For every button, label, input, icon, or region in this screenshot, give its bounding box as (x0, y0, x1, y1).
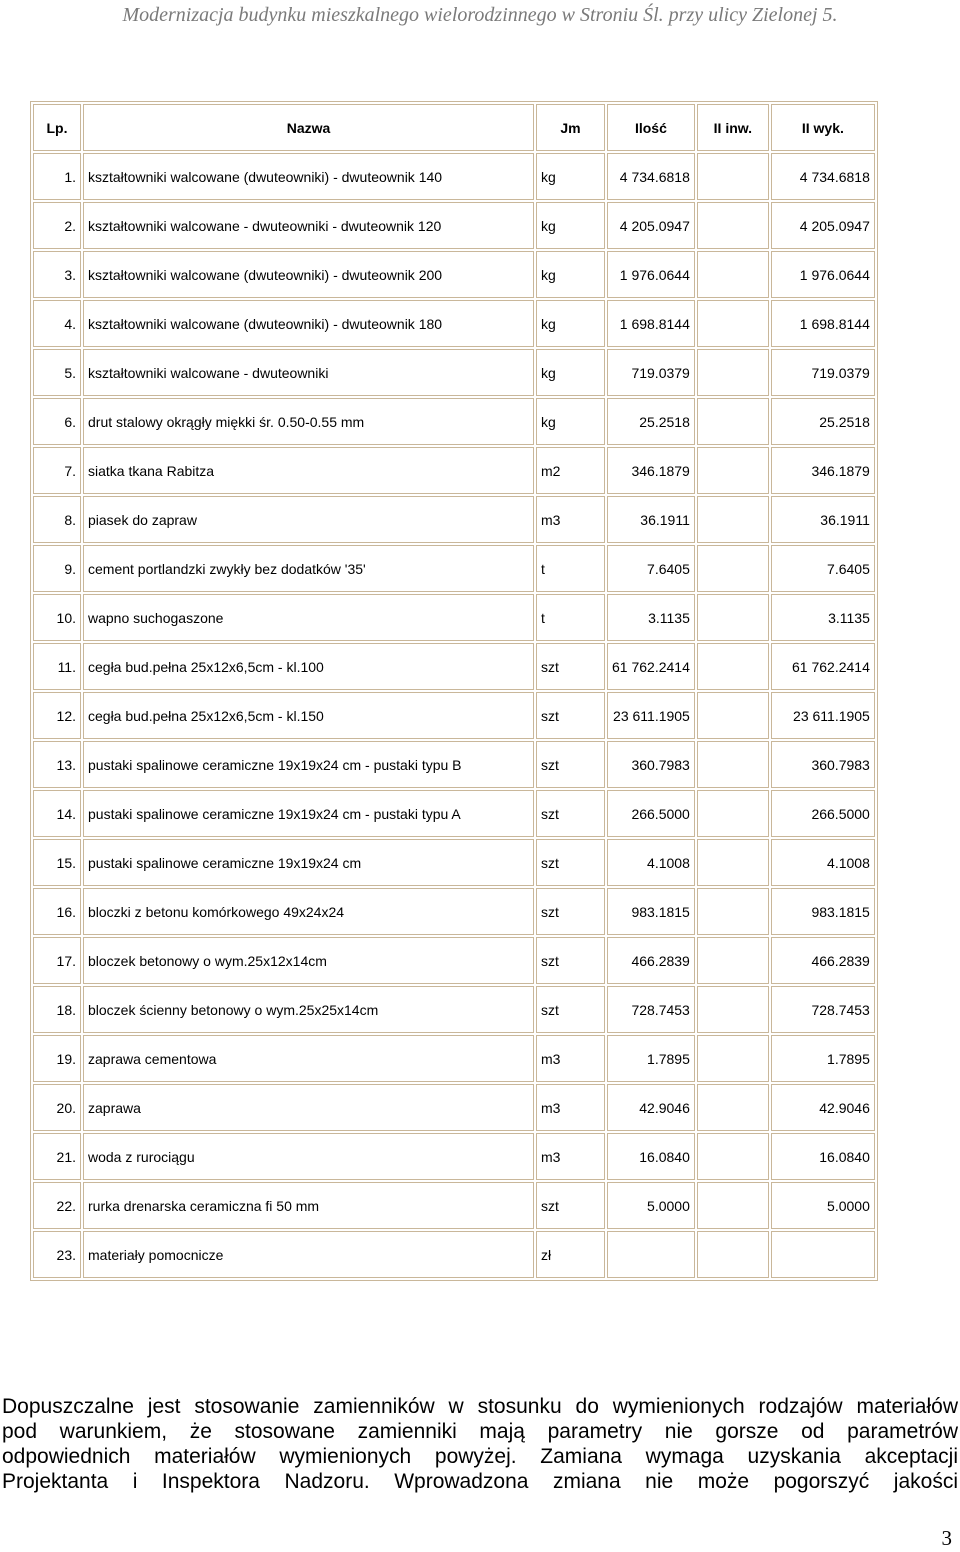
column-header-lp: Lp. (33, 104, 81, 151)
cell-ii-inw (697, 153, 769, 200)
cell-ii-wyk: 719.0379 (771, 349, 875, 396)
table-row (33, 349, 875, 396)
cell-lp: 19. (33, 1035, 81, 1082)
table-row (33, 1133, 875, 1180)
cell-name: piasek do zapraw (83, 496, 534, 543)
cell-ii-inw (697, 643, 769, 690)
cell-name: kształtowniki walcowane - dwuteowniki (83, 349, 534, 396)
cell-unit: szt (536, 741, 605, 788)
cell-lp: 14. (33, 790, 81, 837)
cell-unit: szt (536, 888, 605, 935)
cell-ii-wyk: 1 976.0644 (771, 251, 875, 298)
cell-unit: szt (536, 692, 605, 739)
cell-name: woda z rurociągu (83, 1133, 534, 1180)
cell-unit: kg (536, 202, 605, 249)
cell-unit: m3 (536, 1035, 605, 1082)
cell-quantity: 36.1911 (607, 496, 695, 543)
cell-quantity: 42.9046 (607, 1084, 695, 1131)
cell-ii-inw (697, 349, 769, 396)
cell-ii-wyk: 728.7453 (771, 986, 875, 1033)
table-row (33, 692, 875, 739)
table-row (33, 1084, 875, 1131)
table-row (33, 545, 875, 592)
cell-name: kształtowniki walcowane (dwuteowniki) - dwuteownik 180 (83, 300, 534, 347)
cell-ii-wyk: 4 734.6818 (771, 153, 875, 200)
table-row (33, 251, 875, 298)
cell-quantity: 4.1008 (607, 839, 695, 886)
cell-quantity: 4 205.0947 (607, 202, 695, 249)
cell-unit: zł (536, 1231, 605, 1278)
cell-quantity: 719.0379 (607, 349, 695, 396)
cell-ii-wyk: 42.9046 (771, 1084, 875, 1131)
cell-ii-inw (697, 300, 769, 347)
cell-quantity: 23 611.1905 (607, 692, 695, 739)
cell-lp: 2. (33, 202, 81, 249)
cell-ii-inw (697, 1231, 769, 1278)
table-row (33, 594, 875, 641)
cell-lp: 17. (33, 937, 81, 984)
table-row (33, 398, 875, 445)
cell-quantity (607, 1231, 695, 1278)
cell-ii-wyk: 1 698.8144 (771, 300, 875, 347)
cell-quantity: 266.5000 (607, 790, 695, 837)
table-row (33, 153, 875, 200)
cell-quantity: 61 762.2414 (607, 643, 695, 690)
cell-unit: kg (536, 349, 605, 396)
cell-name: kształtowniki walcowane - dwuteowniki - dwuteownik 120 (83, 202, 534, 249)
cell-unit: kg (536, 398, 605, 445)
cell-ii-inw (697, 496, 769, 543)
table-row (33, 741, 875, 788)
cell-quantity: 4 734.6818 (607, 153, 695, 200)
cell-name: bloczek betonowy o wym.25x12x14cm (83, 937, 534, 984)
cell-unit: szt (536, 839, 605, 886)
table-row (33, 888, 875, 935)
cell-ii-inw (697, 1084, 769, 1131)
cell-lp: 7. (33, 447, 81, 494)
cell-unit: szt (536, 643, 605, 690)
table-row (33, 937, 875, 984)
cell-quantity: 983.1815 (607, 888, 695, 935)
cell-name: rurka drenarska ceramiczna fi 50 mm (83, 1182, 534, 1229)
cell-lp: 9. (33, 545, 81, 592)
cell-unit: m3 (536, 1084, 605, 1131)
cell-unit: t (536, 545, 605, 592)
table-row (33, 496, 875, 543)
note-line: Projektanta i Inspektora Nadzoru. Wprowadzona zmiana nie może pogorszyć jakości (2, 1470, 958, 1493)
cell-lp: 10. (33, 594, 81, 641)
table-row (33, 1035, 875, 1082)
column-header-ii-wyk: II wyk. (771, 104, 875, 151)
cell-ii-wyk: 36.1911 (771, 496, 875, 543)
cell-name: siatka tkana Rabitza (83, 447, 534, 494)
cell-quantity: 466.2839 (607, 937, 695, 984)
cell-name: kształtowniki walcowane (dwuteowniki) - dwuteownik 200 (83, 251, 534, 298)
column-header-quantity: Ilość (607, 104, 695, 151)
cell-ii-inw (697, 888, 769, 935)
cell-quantity: 360.7983 (607, 741, 695, 788)
cell-ii-wyk: 16.0840 (771, 1133, 875, 1180)
cell-unit: szt (536, 790, 605, 837)
cell-quantity: 25.2518 (607, 398, 695, 445)
cell-ii-wyk: 4 205.0947 (771, 202, 875, 249)
cell-lp: 22. (33, 1182, 81, 1229)
cell-unit: szt (536, 986, 605, 1033)
cell-lp: 18. (33, 986, 81, 1033)
cell-name: zaprawa cementowa (83, 1035, 534, 1082)
cell-name: zaprawa (83, 1084, 534, 1131)
cell-unit: kg (536, 153, 605, 200)
cell-name: pustaki spalinowe ceramiczne 19x19x24 cm (83, 839, 534, 886)
note-line: Dopuszczalne jest stosowanie zamienników w stosunku do wymienionych rodzajów materiałów (2, 1395, 958, 1418)
cell-ii-wyk: 23 611.1905 (771, 692, 875, 739)
cell-quantity: 728.7453 (607, 986, 695, 1033)
table-header-row (33, 104, 875, 151)
cell-ii-wyk: 7.6405 (771, 545, 875, 592)
cell-ii-inw (697, 1133, 769, 1180)
page-header: Modernizacja budynku mieszkalnego wielorodzinnego w Stroniu Śl. przy ulicy Zielonej 5. (122, 4, 838, 26)
table-row (33, 300, 875, 347)
cell-name: cegła bud.pełna 25x12x6,5cm - kl.150 (83, 692, 534, 739)
cell-name: bloczek ścienny betonowy o wym.25x25x14cm (83, 986, 534, 1033)
table-row (33, 1231, 875, 1278)
cell-ii-wyk (771, 1231, 875, 1278)
cell-quantity: 5.0000 (607, 1182, 695, 1229)
cell-unit: szt (536, 1182, 605, 1229)
cell-quantity: 3.1135 (607, 594, 695, 641)
cell-name: pustaki spalinowe ceramiczne 19x19x24 cm - pustaki typu A (83, 790, 534, 837)
cell-ii-inw (697, 937, 769, 984)
cell-lp: 8. (33, 496, 81, 543)
cell-ii-inw (697, 790, 769, 837)
table-row (33, 790, 875, 837)
cell-ii-wyk: 346.1879 (771, 447, 875, 494)
cell-lp: 21. (33, 1133, 81, 1180)
table-row (33, 839, 875, 886)
cell-ii-wyk: 983.1815 (771, 888, 875, 935)
cell-unit: szt (536, 937, 605, 984)
table-row (33, 447, 875, 494)
cell-ii-inw (697, 986, 769, 1033)
cell-lp: 4. (33, 300, 81, 347)
cell-name: kształtowniki walcowane (dwuteowniki) - dwuteownik 140 (83, 153, 534, 200)
cell-ii-wyk: 5.0000 (771, 1182, 875, 1229)
cell-ii-inw (697, 447, 769, 494)
materials-table (30, 101, 878, 1281)
cell-lp: 23. (33, 1231, 81, 1278)
cell-unit: m3 (536, 1133, 605, 1180)
cell-ii-inw (697, 545, 769, 592)
cell-name: wapno suchogaszone (83, 594, 534, 641)
cell-quantity: 1.7895 (607, 1035, 695, 1082)
cell-lp: 13. (33, 741, 81, 788)
table-row (33, 1182, 875, 1229)
table-row (33, 202, 875, 249)
page-number: 3 (941, 1526, 952, 1550)
cell-ii-inw (697, 692, 769, 739)
cell-ii-inw (697, 741, 769, 788)
cell-name: bloczki z betonu komórkowego 49x24x24 (83, 888, 534, 935)
cell-lp: 5. (33, 349, 81, 396)
cell-lp: 11. (33, 643, 81, 690)
cell-name: cement portlandzki zwykły bez dodatków '35' (83, 545, 534, 592)
cell-quantity: 16.0840 (607, 1133, 695, 1180)
column-header-ii-inw: II inw. (697, 104, 769, 151)
cell-lp: 6. (33, 398, 81, 445)
column-header-unit: Jm (536, 104, 605, 151)
cell-ii-wyk: 3.1135 (771, 594, 875, 641)
cell-ii-wyk: 360.7983 (771, 741, 875, 788)
cell-ii-inw (697, 594, 769, 641)
cell-unit: m3 (536, 496, 605, 543)
cell-lp: 15. (33, 839, 81, 886)
cell-ii-wyk: 266.5000 (771, 790, 875, 837)
column-header-name: Nazwa (83, 104, 534, 151)
cell-quantity: 346.1879 (607, 447, 695, 494)
cell-ii-wyk: 25.2518 (771, 398, 875, 445)
cell-ii-wyk: 4.1008 (771, 839, 875, 886)
cell-name: drut stalowy okrągły miękki śr. 0.50-0.55 mm (83, 398, 534, 445)
cell-quantity: 1 976.0644 (607, 251, 695, 298)
cell-ii-inw (697, 202, 769, 249)
note-line: pod warunkiem, że stosowane zamienniki mają parametry nie gorsze od parametrów (2, 1420, 958, 1443)
cell-lp: 3. (33, 251, 81, 298)
cell-unit: kg (536, 251, 605, 298)
cell-name: cegła bud.pełna 25x12x6,5cm - kl.100 (83, 643, 534, 690)
cell-quantity: 7.6405 (607, 545, 695, 592)
cell-lp: 1. (33, 153, 81, 200)
substitution-note (2, 1394, 958, 1494)
cell-quantity: 1 698.8144 (607, 300, 695, 347)
cell-ii-inw (697, 398, 769, 445)
cell-ii-inw (697, 839, 769, 886)
cell-ii-wyk: 466.2839 (771, 937, 875, 984)
cell-ii-wyk: 61 762.2414 (771, 643, 875, 690)
table-row (33, 986, 875, 1033)
cell-lp: 20. (33, 1084, 81, 1131)
table-row (33, 643, 875, 690)
cell-ii-wyk: 1.7895 (771, 1035, 875, 1082)
cell-name: pustaki spalinowe ceramiczne 19x19x24 cm - pustaki typu B (83, 741, 534, 788)
cell-ii-inw (697, 1182, 769, 1229)
cell-unit: kg (536, 300, 605, 347)
cell-ii-inw (697, 251, 769, 298)
note-line: odpowiednich materiałów wymienionych powyżej. Zamiana wymaga uzyskania akceptacji (2, 1445, 958, 1468)
cell-name: materiały pomocnicze (83, 1231, 534, 1278)
cell-lp: 16. (33, 888, 81, 935)
cell-ii-inw (697, 1035, 769, 1082)
cell-unit: t (536, 594, 605, 641)
cell-unit: m2 (536, 447, 605, 494)
cell-lp: 12. (33, 692, 81, 739)
